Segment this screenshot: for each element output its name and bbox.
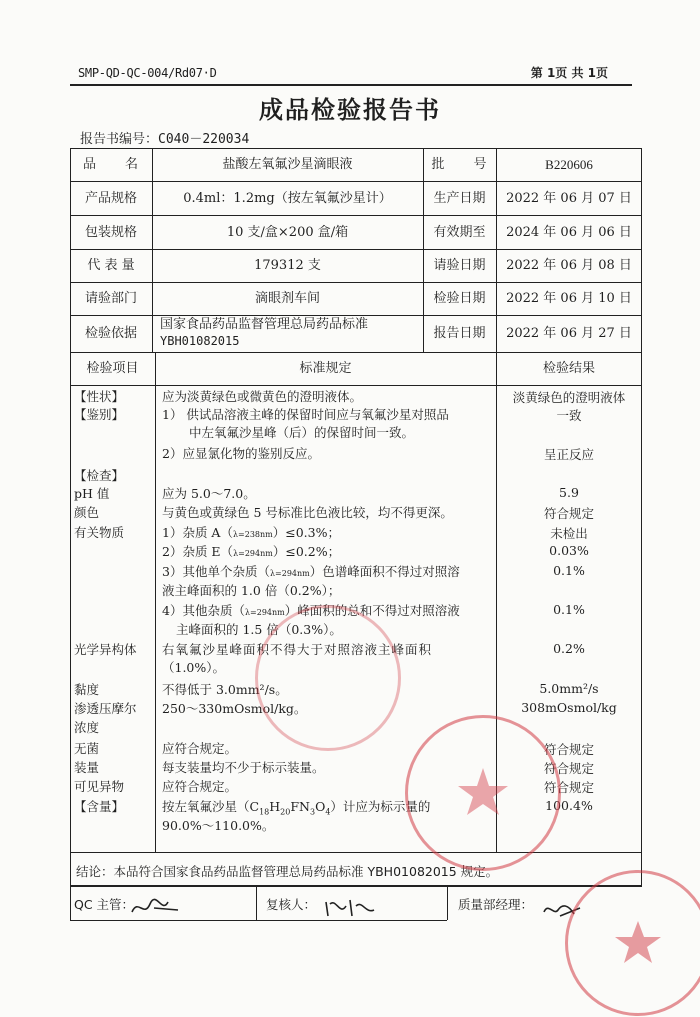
header-result: 检验结果 xyxy=(542,361,595,376)
item-character-label: 【性状】 xyxy=(74,389,125,404)
item-fill-label: 装量 xyxy=(74,760,100,775)
item-related-standard-3 xyxy=(162,563,460,583)
item-assay-label: 【含量】 xyxy=(74,799,125,814)
item-identify-standard-3: 2）应显氯化物的鉴别反应。 xyxy=(162,446,320,461)
assay-sub-o: 4 xyxy=(325,807,331,817)
label-product-name: 品 名 xyxy=(82,157,139,172)
item-color-result: 符合规定 xyxy=(543,506,594,521)
item-related-standard-2 xyxy=(162,543,340,563)
quality-seal xyxy=(565,870,700,1016)
related-4-limit: ）峰面积的总和不得过对照溶液 xyxy=(284,603,460,618)
related-3-wavelength: λ=294nm xyxy=(269,569,310,578)
related-2-text: 2）杂质 E（ xyxy=(162,544,234,559)
col-divider xyxy=(447,886,448,920)
item-character-standard: 应为淡黄绿色或微黄色的澄明液体。 xyxy=(162,389,363,404)
dept: 滴眼剂车间 xyxy=(254,291,320,306)
inspect-date: 2022 年 06 月 10 日 xyxy=(506,291,632,306)
related-3-text: 3）其他单个杂质（ xyxy=(162,564,270,579)
qc-supervisor-signature xyxy=(128,894,188,925)
label-report-date: 报告日期 xyxy=(433,326,486,341)
qc-supervisor-label: QC 主管： xyxy=(74,897,135,912)
item-assay-result: 100.4% xyxy=(545,798,593,813)
related-1-wavelength: λ=238nm xyxy=(232,530,273,539)
item-related-standard-3b: 液主峰面积的 1.0 倍（0.2%）； xyxy=(162,583,341,598)
label-inspect-date: 检验日期 xyxy=(433,291,486,306)
item-optical-result: 0.2% xyxy=(553,641,585,656)
item-sterile-label: 无菌 xyxy=(74,741,100,756)
item-identify-standard-1: 1） 供试品溶液主峰的保留时间应与氧氟沙星对照品 xyxy=(162,407,449,422)
item-sterile-standard: 应符合规定。 xyxy=(162,741,238,756)
related-4-wavelength: λ=294nm xyxy=(244,608,285,617)
signature-mark xyxy=(322,894,382,920)
col-divider xyxy=(256,886,257,920)
item-sterile-result: 符合规定 xyxy=(543,742,594,757)
batch-number: B220606 xyxy=(545,157,593,172)
item-related-result-3: 0.1% xyxy=(553,563,585,578)
assay-o: O xyxy=(315,799,326,814)
item-color-label: 颜色 xyxy=(74,505,100,520)
company-seal xyxy=(405,715,561,871)
item-ph-standard: 应为 5.0～7.0。 xyxy=(162,486,256,501)
basis-line2: YBH01082015 xyxy=(160,334,240,348)
reviewer-signature xyxy=(322,894,382,925)
related-3-limit: ）色谱峰面积不得过对照溶 xyxy=(309,564,460,579)
header-standard: 标准规定 xyxy=(299,361,352,376)
label-expiry: 有效期至 xyxy=(433,224,486,240)
item-related-result-4: 0.1% xyxy=(553,602,585,617)
mfg-date: 2022 年 06 月 07 日 xyxy=(506,190,632,206)
expiry-date: 2024 年 06 月 06 日 xyxy=(506,224,632,240)
report-date: 2022 年 06 月 27 日 xyxy=(506,326,632,341)
label-pack: 包装规格 xyxy=(84,224,137,240)
item-viscosity-result: 5.0mm²/s xyxy=(539,681,599,696)
item-osmolality-standard: 250～330mOsmol/kg。 xyxy=(162,701,307,716)
product-name: 盐酸左氧氟沙星滴眼液 xyxy=(222,157,353,172)
row-divider xyxy=(70,886,642,887)
item-related-result-2: 0.03% xyxy=(549,543,589,558)
item-osmolality-label-2: 浓度 xyxy=(74,720,100,735)
item-ph-label: pH 值 xyxy=(74,486,110,501)
item-related-label: 有关物质 xyxy=(74,525,125,540)
related-2-limit: ）≤0.2%； xyxy=(272,544,341,559)
request-date: 2022 年 06 月 08 日 xyxy=(506,258,632,273)
label-basis: 检验依据 xyxy=(84,326,137,341)
item-assay-standard-2: 90.0%～110.0%。 xyxy=(162,818,275,833)
label-mfg-date: 生产日期 xyxy=(433,190,486,206)
assay-fn: FN xyxy=(290,799,310,814)
label-batch: 批 号 xyxy=(431,157,488,172)
item-optical-standard-1: 右氧氟沙星峰面积不得大于对照溶液主峰面积 xyxy=(162,642,433,657)
item-viscosity-label: 黏度 xyxy=(74,682,100,697)
item-identify-label: 【鉴别】 xyxy=(74,407,125,422)
report-number-value: C040－220034 xyxy=(158,132,250,147)
item-fill-standard: 每支装量均不少于标示装量。 xyxy=(162,760,325,775)
report-number xyxy=(80,128,249,147)
related-4-text: 4）其他杂质（ xyxy=(162,603,245,618)
item-fill-result: 符合规定 xyxy=(543,761,594,776)
seal-star-icon xyxy=(408,718,558,868)
col-divider xyxy=(155,352,156,852)
row-divider xyxy=(70,920,447,921)
related-2-wavelength: λ=294nm xyxy=(233,549,273,558)
header-item: 检验项目 xyxy=(86,361,139,376)
item-visible-result: 符合规定 xyxy=(543,780,594,795)
item-optical-standard-2: （1.0%）。 xyxy=(162,660,226,675)
item-identify-result-2: 呈正反应 xyxy=(543,447,594,462)
item-viscosity-standard: 不得低于 3.0mm²/s。 xyxy=(162,682,288,697)
assay-sub-n: 3 xyxy=(309,807,316,817)
reviewer-label: 复核人： xyxy=(266,897,317,912)
assay-h: H xyxy=(269,799,281,814)
signature-mark xyxy=(128,894,188,920)
doc-code: SMP-QD-QC-004/Rd07·D xyxy=(78,66,217,80)
item-identify-result-1: 一致 xyxy=(556,408,582,423)
assay-tail: ）计应为标示量的 xyxy=(330,799,431,814)
label-request-date: 请验日期 xyxy=(433,258,486,273)
basis-line1: 国家食品药品监督管理总局药品标准 xyxy=(160,317,369,332)
header-rule xyxy=(70,84,632,86)
item-check-label: 【检查】 xyxy=(74,468,125,483)
assay-sub-c: 18 xyxy=(259,807,270,817)
sample-qty: 179312 支 xyxy=(254,258,321,273)
item-visible-label: 可见异物 xyxy=(74,779,125,794)
item-osmolality-result: 308mOsmol/kg xyxy=(521,700,617,715)
conclusion: 结论：本品符合国家食品药品监督管理总局药品标准 YBH01082015 规定。 xyxy=(76,864,499,879)
item-related-result-1: 未检出 xyxy=(550,526,588,541)
basis xyxy=(160,317,422,349)
label-sample-qty: 代 表 量 xyxy=(87,258,135,273)
page-info: 第 1页 共 1页 xyxy=(530,66,608,80)
item-optical-label: 光学异构体 xyxy=(74,642,137,657)
qa-manager-label: 质量部经理： xyxy=(458,897,534,912)
pack: 10 支/盒×200 盒/箱 xyxy=(226,224,349,240)
item-ph-result: 5.9 xyxy=(559,485,579,500)
related-1-limit: ）≤0.3%； xyxy=(272,525,340,540)
inspection-seal xyxy=(255,605,401,751)
item-character-result: 淡黄绿色的澄明液体 xyxy=(512,390,626,405)
item-color-standard: 与黄色或黄绿色 5 号标准比色液比较，均不得更深。 xyxy=(162,505,453,520)
item-identify-standard-2: 中左氧氟沙星峰（后）的保留时间一致。 xyxy=(189,425,415,440)
label-spec: 产品规格 xyxy=(84,190,137,206)
report-number-label: 报告书编号： xyxy=(80,132,159,147)
assay-sub-h: 20 xyxy=(280,807,291,817)
item-related-standard-4b: 主峰面积的 1.5 倍（0.3%）。 xyxy=(176,622,342,637)
assay-text: 按左氧氟沙星（C xyxy=(162,799,260,814)
col-divider xyxy=(70,886,71,920)
related-1-text: 1）杂质 A（ xyxy=(162,525,233,540)
spec: 0.4ml：1.2mg（按左氧氟沙星计） xyxy=(183,190,392,206)
document-title: 成品检验报告书 xyxy=(259,95,441,124)
item-osmolality-label-1: 渗透压摩尔 xyxy=(74,701,137,716)
label-dept: 请验部门 xyxy=(84,291,137,306)
item-related-standard-1 xyxy=(162,524,340,544)
item-visible-standard: 应符合规定。 xyxy=(162,779,238,794)
seal-star-icon xyxy=(568,873,700,1013)
